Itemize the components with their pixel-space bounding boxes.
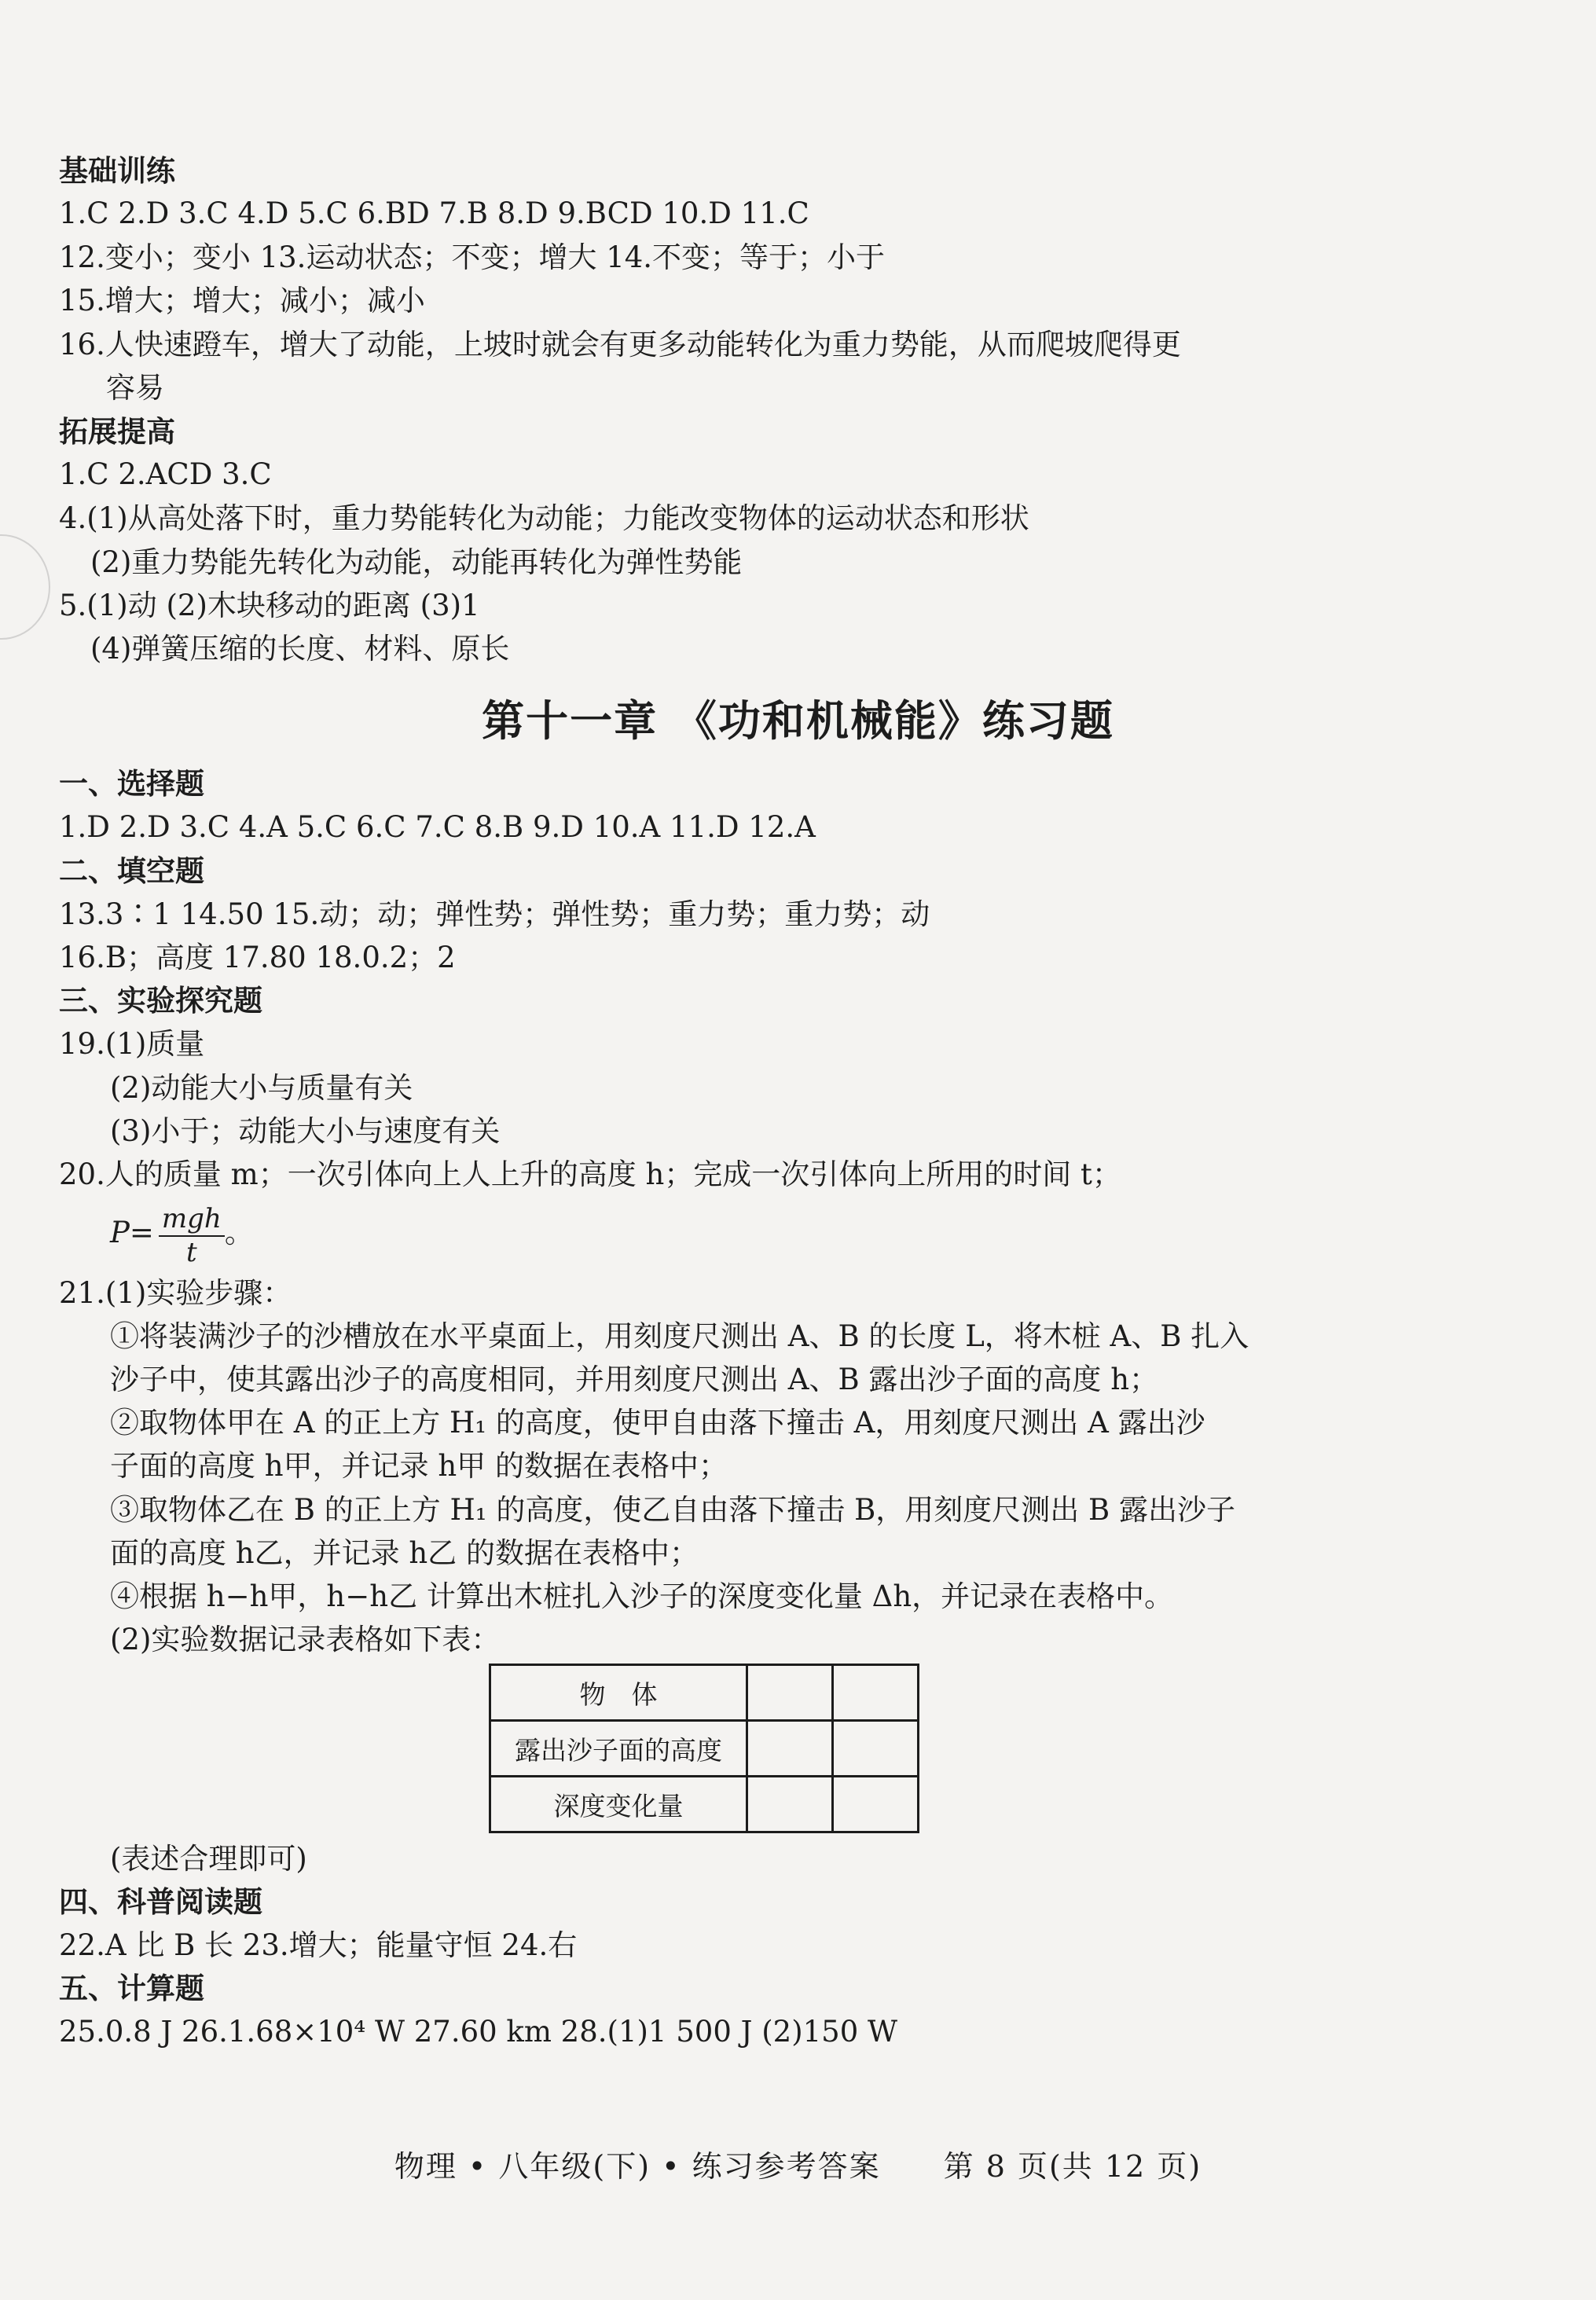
answer-line: 1.C 2.ACD 3.C: [59, 457, 272, 491]
answer-line: 25.0.8 J 26.1.68×10⁴ W 27.60 km 28.(1)1 500 J (2)150 W: [59, 2015, 898, 2049]
table-cell-empty: [833, 1665, 919, 1721]
part-heading-experiment: 三、实验探究题: [59, 984, 262, 1018]
answer-line: 16.B；高度 17.80 18.0.2；2: [59, 941, 456, 974]
answer-line: 1.D 2.D 3.C 4.A 5.C 6.C 7.C 8.B 9.D 10.A 11.D 12.A: [59, 810, 816, 844]
part-heading-choice: 一、选择题: [59, 767, 204, 801]
answer-line: 16.人快速蹬车，增大了动能，上坡时就会有更多动能转化为重力势能，从而爬坡爬得更: [59, 328, 1181, 361]
page-footer: 物理 • 八年级(下) • 练习参考答案 第 8 页(共 12 页): [394, 2149, 1202, 2184]
answer-line: ②取物体甲在 A 的正上方 H₁ 的高度，使甲自由落下撞击 A，用刻度尺测出 A 露出沙: [110, 1406, 1205, 1440]
chapter-title: 第十一章 《功和机械能》练习题: [482, 696, 1114, 746]
table-row: [490, 1665, 919, 1721]
answer-note: (表述合理即可): [110, 1842, 307, 1876]
formula-denominator: t: [186, 1236, 197, 1268]
answer-line: 15.增大；增大；减小；减小: [59, 284, 425, 317]
power-formula: [110, 1200, 254, 1268]
formula-end: 。: [224, 1216, 254, 1249]
answer-line: ④根据 h−h甲，h−h乙 计算出木桩扎入沙子的深度变化量 Δh，并记录在表格中。: [110, 1579, 1174, 1613]
answer-line: 1.C 2.D 3.C 4.D 5.C 6.BD 7.B 8.D 9.BCD 10.D 11.C: [59, 196, 809, 230]
answer-line: 子面的高度 h甲，并记录 h甲 的数据在表格中；: [110, 1449, 728, 1483]
answer-line: 19.(1)质量: [59, 1027, 205, 1061]
section-heading-basic: 基础训练: [59, 154, 175, 188]
answer-line: (4)弹簧压缩的长度、材料、原长: [90, 632, 510, 666]
table-cell: 深度变化量: [490, 1777, 747, 1832]
table-cell-empty: [747, 1777, 833, 1832]
answer-line: 22.A 比 B 长 23.增大；能量守恒 24.右: [59, 1928, 578, 1962]
answer-line: 5.(1)动 (2)木块移动的距离 (3)1: [59, 589, 480, 622]
answer-line: 沙子中，使其露出沙子的高度相同，并用刻度尺测出 A、B 露出沙子面的高度 h；: [110, 1363, 1159, 1396]
formula-lhs: P=: [110, 1216, 154, 1249]
answer-line: ①将装满沙子的沙槽放在水平桌面上，用刻度尺测出 A、B 的长度 L，将木桩 A、B 扎入: [110, 1319, 1249, 1353]
table-cell-empty: [747, 1665, 833, 1721]
answer-line: 12.变小；变小 13.运动状态；不变；增大 14.不变；等于；小于: [59, 240, 886, 274]
answer-line: ③取物体乙在 B 的正上方 H₁ 的高度，使乙自由落下撞击 B，用刻度尺测出 B 露出沙子: [110, 1493, 1235, 1527]
answer-line: 20.人的质量 m；一次引体向上人上升的高度 h；完成一次引体向上所用的时间 t；: [59, 1157, 1121, 1191]
answer-line: (3)小于；动能大小与速度有关: [110, 1114, 501, 1148]
formula-numerator: mgh: [159, 1202, 225, 1237]
table-cell-empty: [833, 1777, 919, 1832]
answer-line: 容易: [106, 371, 164, 405]
table-row: [490, 1777, 919, 1832]
part-heading-calculation: 五、计算题: [59, 1972, 204, 2005]
part-heading-fill: 二、填空题: [59, 854, 204, 888]
formula-fraction: [159, 1202, 225, 1268]
table-cell: 物 体: [490, 1665, 747, 1721]
answer-line: (2)重力势能先转化为动能，动能再转化为弹性势能: [90, 545, 743, 579]
answer-line: 21.(1)实验步骤：: [59, 1276, 292, 1310]
margin-stamp: [0, 534, 50, 640]
part-heading-reading: 四、科普阅读题: [59, 1885, 262, 1919]
answer-line: 4.(1)从高处落下时，重力势能转化为动能；力能改变物体的运动状态和形状: [59, 501, 1029, 535]
data-record-table: [489, 1664, 919, 1833]
answer-line: 面的高度 h乙，并记录 h乙 的数据在表格中；: [110, 1536, 699, 1570]
answer-line: (2)动能大小与质量有关: [110, 1071, 413, 1105]
table-cell-empty: [747, 1721, 833, 1777]
table-row: [490, 1721, 919, 1777]
answer-line: (2)实验数据记录表格如下表：: [110, 1623, 501, 1656]
section-heading-extension: 拓展提高: [59, 415, 175, 449]
answer-line: 13.3∶1 14.50 15.动；动；弹性势；弹性势；重力势；重力势；动: [59, 897, 930, 931]
table-cell-empty: [833, 1721, 919, 1777]
table-cell: 露出沙子面的高度: [490, 1721, 747, 1777]
